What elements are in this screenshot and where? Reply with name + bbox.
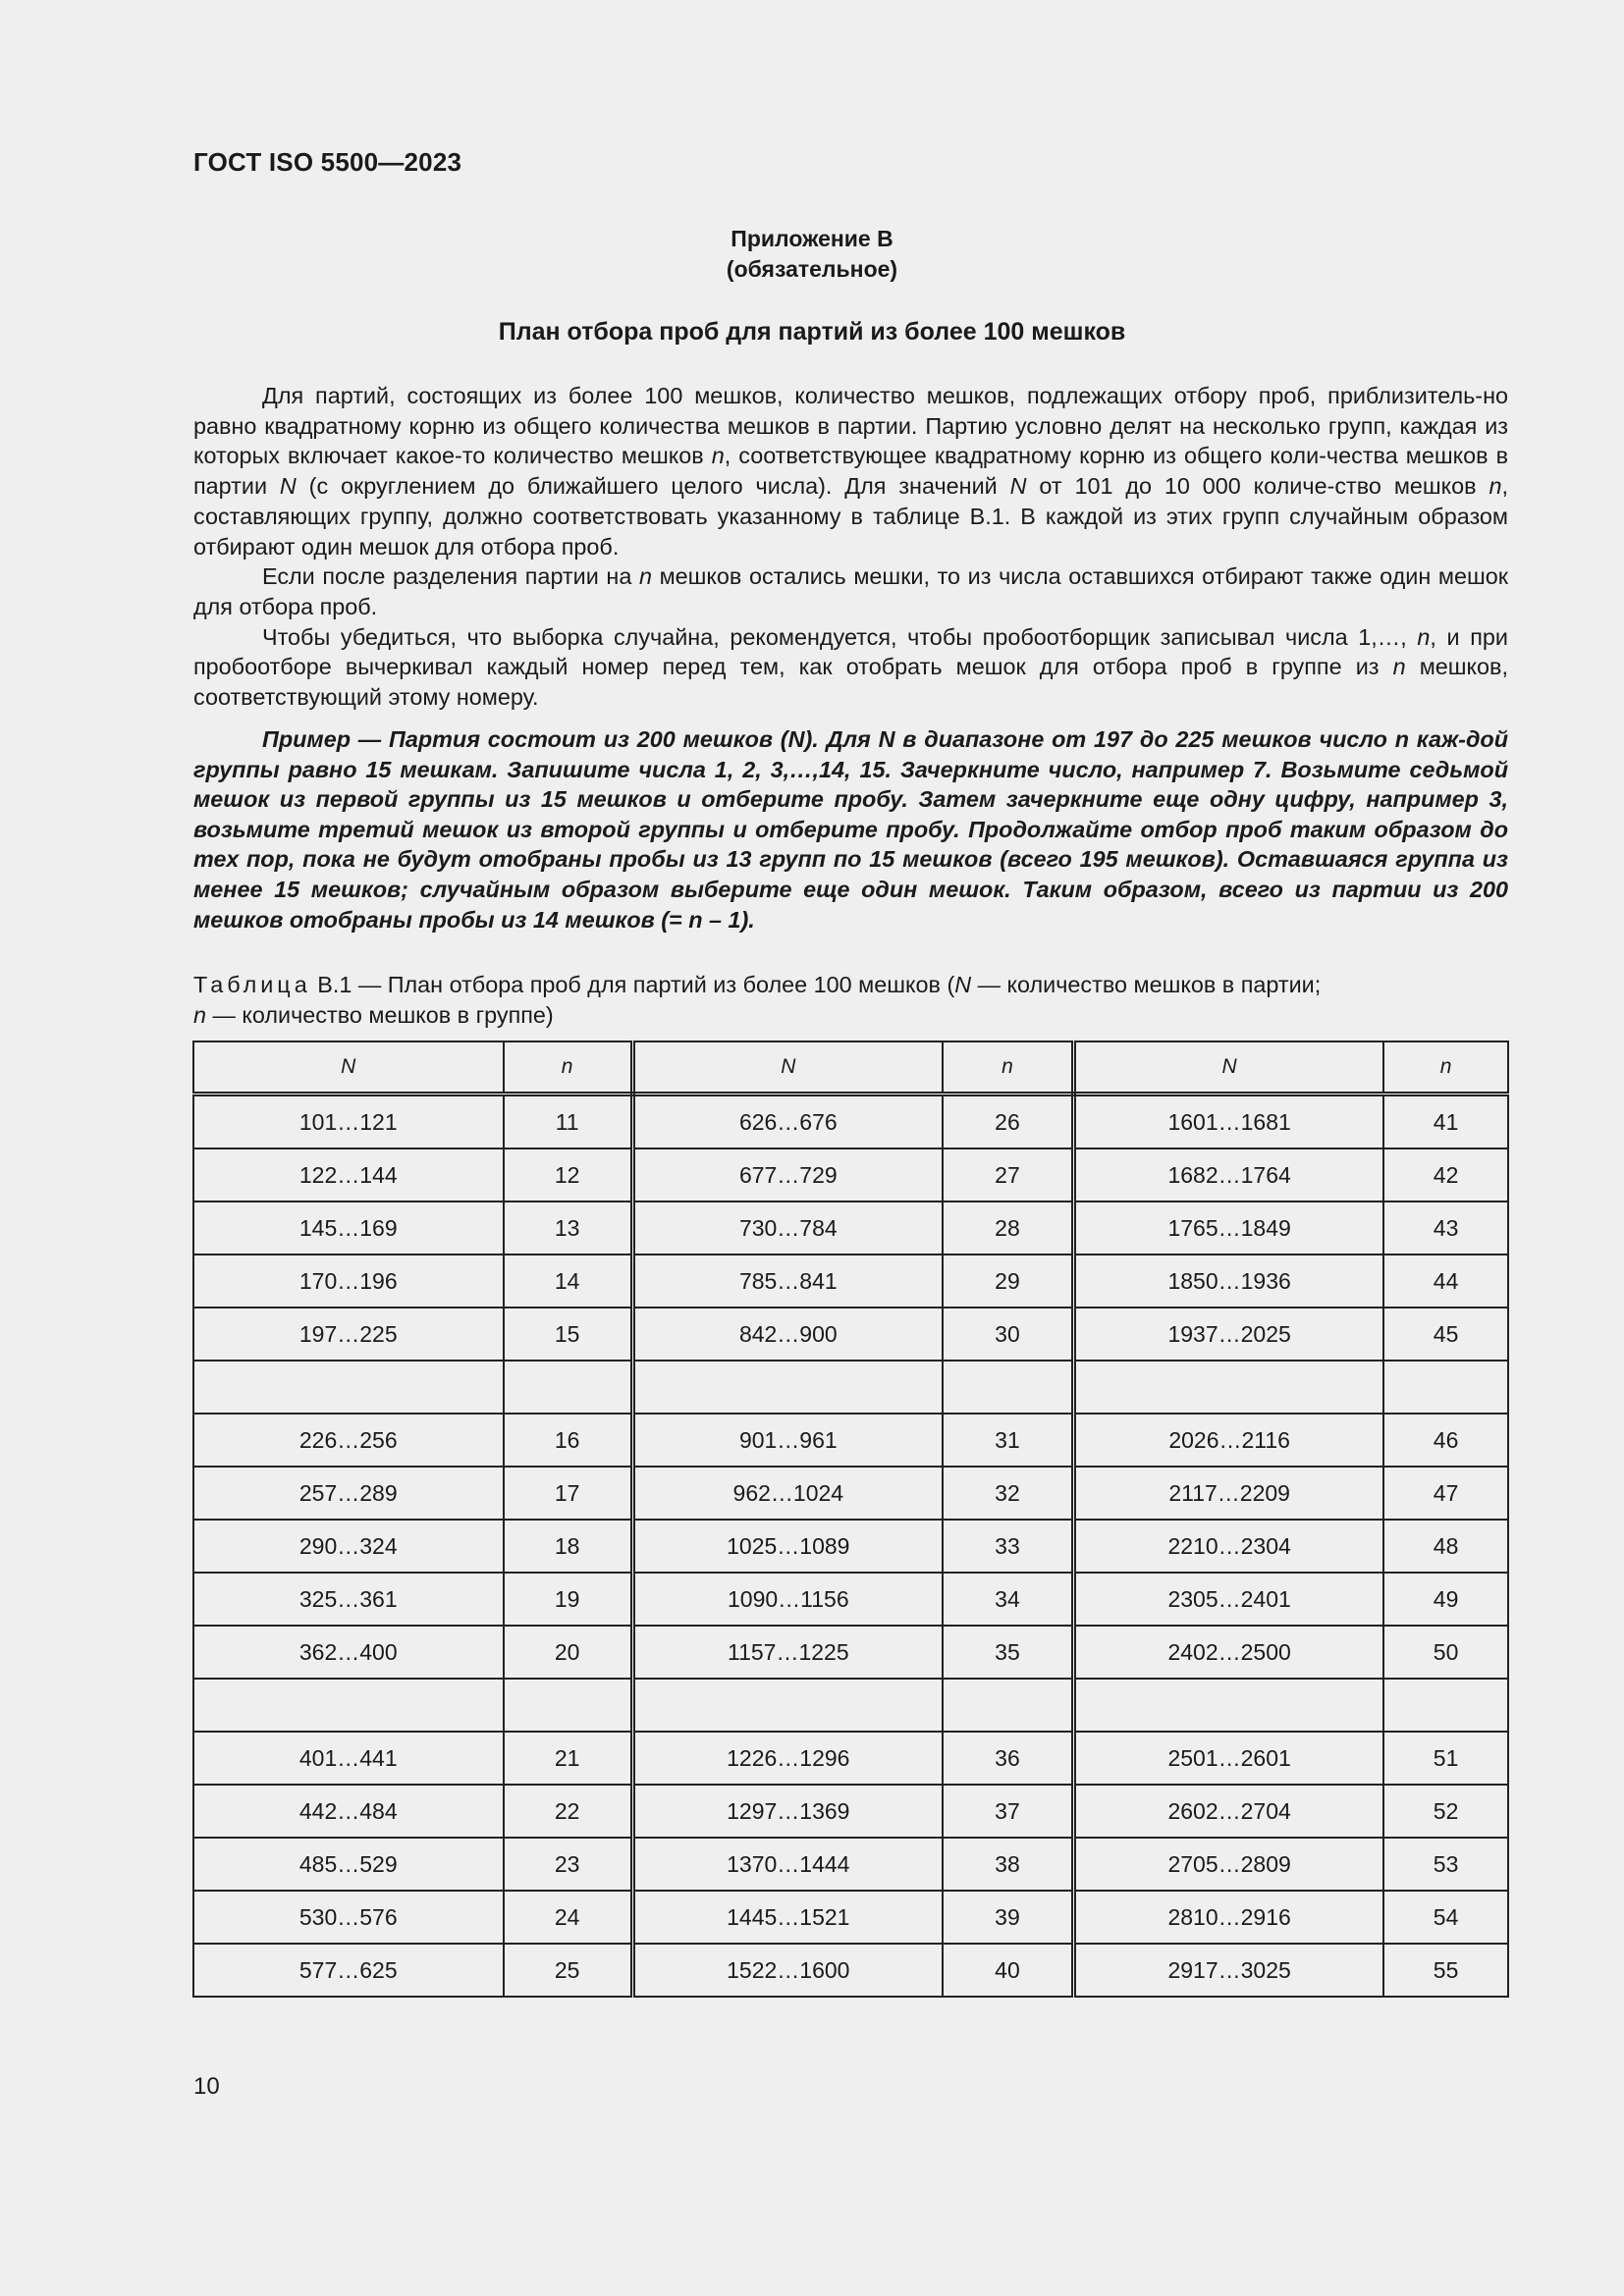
- table-cell: 442…484: [193, 1785, 504, 1838]
- table-cell: 27: [943, 1148, 1074, 1201]
- table-cell: 44: [1383, 1255, 1508, 1308]
- table-row: [193, 1414, 1508, 1467]
- table-header-cell: n: [943, 1041, 1074, 1095]
- table-cell: 49: [1383, 1573, 1508, 1626]
- table-cell: 35: [943, 1626, 1074, 1679]
- table-cell: 122…144: [193, 1148, 504, 1201]
- table-row: [193, 1891, 1508, 1944]
- table-cell: 2210…2304: [1074, 1520, 1384, 1573]
- table-row: [193, 1148, 1508, 1201]
- table-cell: 1226…1296: [632, 1732, 943, 1785]
- table-cell: 41: [1383, 1095, 1508, 1149]
- table-cell: 2602…2704: [1074, 1785, 1384, 1838]
- table-cell: 1522…1600: [632, 1944, 943, 1997]
- table-caption: Таблица В.1 — План отбора проб для партий из более 100 мешков (N — количество мешков в партии; n — количество мешков в группе): [193, 972, 1322, 1028]
- table-cell: 50: [1383, 1626, 1508, 1679]
- table-cell: 45: [1383, 1308, 1508, 1361]
- table-cell: 842…900: [632, 1308, 943, 1361]
- table-cell: 290…324: [193, 1520, 504, 1573]
- table-cell: 401…441: [193, 1732, 504, 1785]
- table-row: [193, 1520, 1508, 1573]
- table-cell: 52: [1383, 1785, 1508, 1838]
- table-row: [193, 1095, 1508, 1149]
- body-text: [193, 381, 1508, 713]
- table-header-cell: N: [193, 1041, 504, 1095]
- table-cell: 14: [504, 1255, 633, 1308]
- table-row: [193, 1361, 1508, 1414]
- table-cell: 32: [943, 1467, 1074, 1520]
- table-cell: [632, 1361, 943, 1414]
- paragraph-1: Для партий, состоящих из более 100 мешков, количество мешков, подлежащих отбору проб, приблизитель-но равно квадратному корню из общего количества мешков в партии. Партию условно делят на несколько групп, каждая из которых включает какое-то количество мешков n, соответствующее квадратному корню из общего коли-чества мешков в партии N (с округлением до ближайшего целого числа). Для значений N от 101 до 10 000 количе-ство мешков n, составляющих группу, должно соответствовать указанному в таблице В.1. В каждой из этих групп случайным образом отбирают один мешок для отбора проб.: [193, 383, 1508, 560]
- table-cell: 2026…2116: [1074, 1414, 1384, 1467]
- table-cell: [1074, 1679, 1384, 1732]
- table-cell: 46: [1383, 1414, 1508, 1467]
- table-cell: [943, 1679, 1074, 1732]
- table-cell: 19: [504, 1573, 633, 1626]
- table-cell: 785…841: [632, 1255, 943, 1308]
- table-cell: 28: [943, 1201, 1074, 1255]
- table-row: [193, 1679, 1508, 1732]
- table-cell: 42: [1383, 1148, 1508, 1201]
- table-cell: 1370…1444: [632, 1838, 943, 1891]
- table-cell: 197…225: [193, 1308, 504, 1361]
- table-cell: 53: [1383, 1838, 1508, 1891]
- table-cell: 325…361: [193, 1573, 504, 1626]
- annex-heading: [0, 224, 1624, 285]
- table-cell: 1090…1156: [632, 1573, 943, 1626]
- table-cell: 21: [504, 1732, 633, 1785]
- table-row: [193, 1785, 1508, 1838]
- table-row: [193, 1838, 1508, 1891]
- table-cell: 40: [943, 1944, 1074, 1997]
- table-cell: 1297…1369: [632, 1785, 943, 1838]
- table-cell: 2402…2500: [1074, 1626, 1384, 1679]
- table-cell: 39: [943, 1891, 1074, 1944]
- table-header-row: [193, 1041, 1508, 1095]
- table-cell: 901…961: [632, 1414, 943, 1467]
- table-cell: 1601…1681: [1074, 1095, 1384, 1149]
- table-cell: [1383, 1679, 1508, 1732]
- table-cell: 170…196: [193, 1255, 504, 1308]
- table-cell: 1682…1764: [1074, 1148, 1384, 1201]
- table-cell: [504, 1679, 633, 1732]
- table-cell: 12: [504, 1148, 633, 1201]
- table-cell: 24: [504, 1891, 633, 1944]
- table-cell: 18: [504, 1520, 633, 1573]
- table-cell: 20: [504, 1626, 633, 1679]
- table-cell: 1025…1089: [632, 1520, 943, 1573]
- table-cell: 25: [504, 1944, 633, 1997]
- table-cell: [1383, 1361, 1508, 1414]
- table-cell: 17: [504, 1467, 633, 1520]
- table-cell: [632, 1679, 943, 1732]
- table-cell: 37: [943, 1785, 1074, 1838]
- table-cell: 38: [943, 1838, 1074, 1891]
- table-cell: 55: [1383, 1944, 1508, 1997]
- table-cell: 2810…2916: [1074, 1891, 1384, 1944]
- table-cell: 43: [1383, 1201, 1508, 1255]
- table-header-cell: N: [632, 1041, 943, 1095]
- table-cell: 36: [943, 1732, 1074, 1785]
- table-cell: 2305…2401: [1074, 1573, 1384, 1626]
- table-row: [193, 1944, 1508, 1997]
- page-number: 10: [193, 2073, 220, 2100]
- table-cell: 145…169: [193, 1201, 504, 1255]
- table-cell: 1157…1225: [632, 1626, 943, 1679]
- table-cell: 13: [504, 1201, 633, 1255]
- table-cell: [193, 1679, 504, 1732]
- table-cell: [193, 1361, 504, 1414]
- annex-status: (обязательное): [726, 256, 898, 282]
- table-row: [193, 1732, 1508, 1785]
- paragraph-2: Если после разделения партии на n мешков остались мешки, то из числа оставшихся отбирают также один мешок для отбора проб.: [193, 563, 1508, 619]
- table-cell: 47: [1383, 1467, 1508, 1520]
- table-header-cell: N: [1074, 1041, 1384, 1095]
- table-cell: 51: [1383, 1732, 1508, 1785]
- table-row: [193, 1573, 1508, 1626]
- table-cell: 962…1024: [632, 1467, 943, 1520]
- table-cell: 362…400: [193, 1626, 504, 1679]
- table-header-cell: n: [1383, 1041, 1508, 1095]
- table-cell: 485…529: [193, 1838, 504, 1891]
- table-cell: [504, 1361, 633, 1414]
- table-cell: 33: [943, 1520, 1074, 1573]
- table-row: [193, 1467, 1508, 1520]
- table-cell: 22: [504, 1785, 633, 1838]
- paragraph-3: Чтобы убедиться, что выборка случайна, рекомендуется, чтобы пробоотборщик записывал числа 1,…, n, и при пробоотборе вычеркивал каждый номер перед тем, как отобрать мешок для отбора проб в группе из n мешков, соответствующий этому номеру.: [193, 623, 1508, 711]
- table-cell: 2501…2601: [1074, 1732, 1384, 1785]
- table-cell: 26: [943, 1095, 1074, 1149]
- table-cell: 23: [504, 1838, 633, 1891]
- table-cell: 30: [943, 1308, 1074, 1361]
- table-cell: 34: [943, 1573, 1074, 1626]
- table-cell: 2705…2809: [1074, 1838, 1384, 1891]
- table-cell: 577…625: [193, 1944, 504, 1997]
- table-cell: 1445…1521: [632, 1891, 943, 1944]
- table-cell: 530…576: [193, 1891, 504, 1944]
- table-cell: 730…784: [632, 1201, 943, 1255]
- annex-name: Приложение В: [731, 226, 893, 251]
- table-cell: 31: [943, 1414, 1074, 1467]
- table-cell: 226…256: [193, 1414, 504, 1467]
- table-cell: 257…289: [193, 1467, 504, 1520]
- table-header-cell: n: [504, 1041, 633, 1095]
- table-row: [193, 1308, 1508, 1361]
- table-cell: [1074, 1361, 1384, 1414]
- example-note: Пример — Партия состоит из 200 мешков (N). Для N в диапазоне от 197 до 225 мешков число n каж-дой группы равно 15 мешкам. Запишите числа 1, 2, 3,…,14, 15. Зачеркните число, например 7. Возьмите седьмой мешок из первой группы из 15 мешков и отберите пробу. Затем зачеркните еще одну цифру, например 3, возьмите третий мешок из второй группы и отберите пробу. Продолжайте отбор проб таким образом до тех пор, пока не будут отобраны пробы из 13 групп по 15 мешков (всего 195 мешков). Оставшаяся группа из менее 15 мешков; случайным образом выберите еще один мешок. Таким образом, всего из партии из 200 мешков отобраны пробы из 14 мешков (= n – 1).: [193, 726, 1508, 933]
- annex-title: План отбора проб для партий из более 100 мешков: [498, 318, 1126, 346]
- table-cell: 15: [504, 1308, 633, 1361]
- table-row: [193, 1626, 1508, 1679]
- table-cell: 54: [1383, 1891, 1508, 1944]
- table-cell: 48: [1383, 1520, 1508, 1573]
- table-cell: [943, 1361, 1074, 1414]
- table-cell: 677…729: [632, 1148, 943, 1201]
- table-cell: 2117…2209: [1074, 1467, 1384, 1520]
- sampling-plan-table: [192, 1041, 1509, 1998]
- standard-designation: ГОСТ ISO 5500—2023: [193, 147, 462, 177]
- table-cell: 101…121: [193, 1095, 504, 1149]
- table-row: [193, 1255, 1508, 1308]
- table-cell: 626…676: [632, 1095, 943, 1149]
- table-cell: 1937…2025: [1074, 1308, 1384, 1361]
- table-cell: 1850…1936: [1074, 1255, 1384, 1308]
- table-cell: 2917…3025: [1074, 1944, 1384, 1997]
- table-cell: 1765…1849: [1074, 1201, 1384, 1255]
- table-cell: 16: [504, 1414, 633, 1467]
- table-row: [193, 1201, 1508, 1255]
- table-cell: 11: [504, 1095, 633, 1149]
- table-cell: 29: [943, 1255, 1074, 1308]
